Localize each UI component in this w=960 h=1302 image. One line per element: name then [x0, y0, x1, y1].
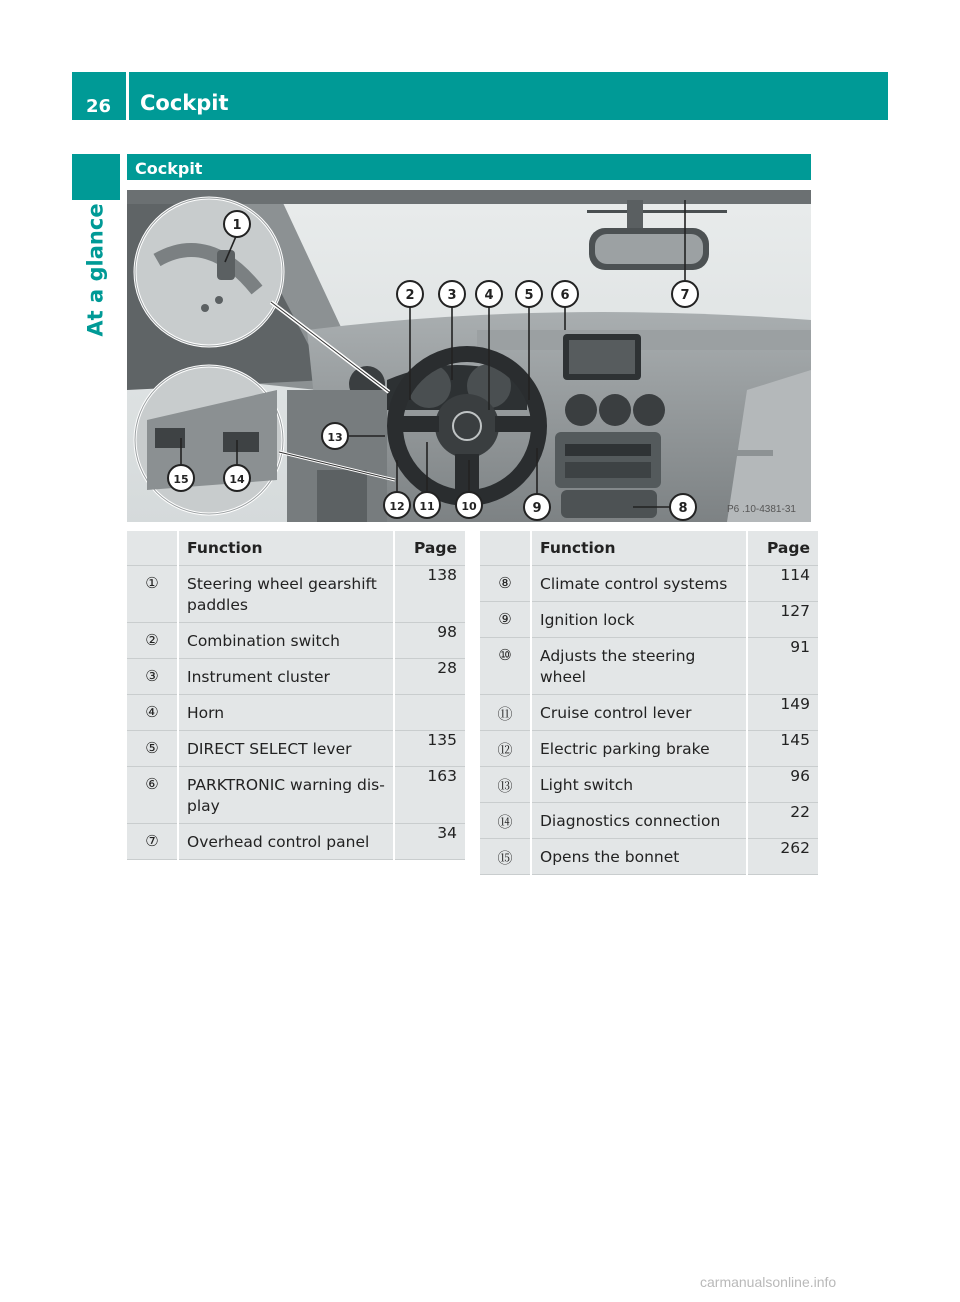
row-number: ② — [127, 623, 178, 659]
svg-text:13: 13 — [327, 431, 343, 444]
callout-12 — [384, 492, 410, 518]
callout-13 — [322, 423, 348, 449]
table-row — [127, 623, 465, 659]
row-number: ⑭ — [480, 803, 531, 839]
table-row — [480, 638, 818, 695]
row-page-link[interactable]: 91 — [747, 638, 818, 695]
row-number: ⑤ — [127, 731, 178, 767]
row-number: ④ — [127, 695, 178, 731]
cockpit-illustration — [127, 190, 811, 522]
function-column-header: Function — [178, 531, 394, 566]
row-number: ⑬ — [480, 767, 531, 803]
table-header-row — [127, 531, 465, 566]
section-title: Cockpit — [135, 159, 203, 178]
table-header-row — [480, 531, 818, 566]
callout-4 — [476, 281, 502, 307]
row-function: Overhead control panel — [178, 824, 394, 860]
table-row — [127, 695, 465, 731]
callout-5 — [516, 281, 542, 307]
page-column-header: Page — [747, 531, 818, 566]
row-function: Opens the bonnet — [531, 839, 747, 875]
callout-8 — [670, 494, 696, 520]
side-tab-label-wrap — [72, 200, 120, 340]
svg-text:5: 5 — [524, 288, 534, 303]
row-page-link[interactable]: 145 — [747, 731, 818, 767]
table-row — [480, 767, 818, 803]
function-table-2 — [480, 531, 818, 875]
row-number: ⑮ — [480, 839, 531, 875]
row-function: Diagnostics connection — [531, 803, 747, 839]
number-column-header — [127, 531, 178, 566]
row-function: Instrument cluster — [178, 659, 394, 695]
row-function: DIRECT SELECT lever — [178, 731, 394, 767]
row-page-link[interactable]: 96 — [747, 767, 818, 803]
row-page-link[interactable]: 135 — [394, 731, 465, 767]
header-divider — [126, 72, 129, 120]
table-row — [480, 695, 818, 731]
svg-text:11: 11 — [419, 500, 435, 513]
svg-text:15: 15 — [173, 473, 189, 486]
row-number: ③ — [127, 659, 178, 695]
svg-text:8: 8 — [678, 501, 688, 516]
image-code: P6 .10-4381-31 — [727, 504, 796, 515]
row-function: Steering wheel gearshift paddles — [178, 566, 394, 623]
row-function: Climate control systems — [531, 566, 747, 602]
callout-15 — [168, 465, 194, 491]
row-number: ⑫ — [480, 731, 531, 767]
row-function: Adjusts the steering wheel — [531, 638, 747, 695]
page-number: 26 — [86, 96, 112, 117]
row-number: ⑧ — [480, 566, 531, 602]
svg-text:7: 7 — [680, 288, 690, 303]
svg-text:9: 9 — [532, 501, 542, 516]
cockpit-image — [127, 190, 811, 522]
svg-text:3: 3 — [447, 288, 457, 303]
row-number: ⑩ — [480, 638, 531, 695]
row-number: ① — [127, 566, 178, 623]
row-page-link[interactable]: 22 — [747, 803, 818, 839]
row-number: ⑪ — [480, 695, 531, 731]
table-row — [127, 566, 465, 623]
row-number: ⑦ — [127, 824, 178, 860]
row-function: Horn — [178, 695, 394, 731]
function-table-1 — [127, 531, 465, 860]
callout-11 — [414, 492, 440, 518]
page-column-header: Page — [394, 531, 465, 566]
function-column-header: Function — [531, 531, 747, 566]
row-number: ⑨ — [480, 602, 531, 638]
side-tab-label: At a glance — [84, 203, 109, 337]
table-row — [480, 566, 818, 602]
header-title: Cockpit — [140, 91, 229, 115]
svg-text:2: 2 — [405, 288, 415, 303]
svg-text:6: 6 — [560, 288, 570, 303]
row-page-link[interactable]: 163 — [394, 767, 465, 824]
row-function: PARKTRONIC warning dis-play — [178, 767, 394, 824]
footer-watermark[interactable]: carmanualsonline.info — [700, 1274, 837, 1290]
table-row — [127, 659, 465, 695]
row-page-link[interactable]: 138 — [394, 566, 465, 623]
table-row — [480, 602, 818, 638]
callout-1 — [224, 211, 250, 237]
callout-3 — [439, 281, 465, 307]
table-row — [480, 803, 818, 839]
callout-14 — [224, 465, 250, 491]
table-row — [127, 767, 465, 824]
row-page-link[interactable]: 34 — [394, 824, 465, 860]
svg-text:14: 14 — [229, 473, 245, 486]
row-page-link[interactable] — [394, 695, 465, 731]
row-page-link[interactable]: 114 — [747, 566, 818, 602]
section-bar — [127, 154, 811, 180]
table-row — [480, 731, 818, 767]
row-page-link[interactable]: 98 — [394, 623, 465, 659]
row-function: Ignition lock — [531, 602, 747, 638]
svg-text:1: 1 — [232, 218, 242, 233]
callout-10 — [456, 492, 482, 518]
row-page-link[interactable]: 127 — [747, 602, 818, 638]
svg-text:12: 12 — [389, 500, 405, 513]
callout-6 — [552, 281, 578, 307]
row-function: Cruise control lever — [531, 695, 747, 731]
row-function: Electric parking brake — [531, 731, 747, 767]
callout-2 — [397, 281, 423, 307]
row-page-link[interactable]: 149 — [747, 695, 818, 731]
row-function: Combination switch — [178, 623, 394, 659]
row-number: ⑥ — [127, 767, 178, 824]
row-function: Light switch — [531, 767, 747, 803]
callout-9 — [524, 494, 550, 520]
svg-text:10: 10 — [461, 500, 477, 513]
number-column-header — [480, 531, 531, 566]
table-row — [127, 731, 465, 767]
side-tab — [72, 154, 120, 200]
callout-7 — [672, 281, 698, 307]
row-page-link[interactable]: 262 — [747, 839, 818, 875]
table-row — [127, 824, 465, 860]
row-page-link[interactable]: 28 — [394, 659, 465, 695]
table-row — [480, 839, 818, 875]
svg-text:4: 4 — [484, 288, 494, 303]
